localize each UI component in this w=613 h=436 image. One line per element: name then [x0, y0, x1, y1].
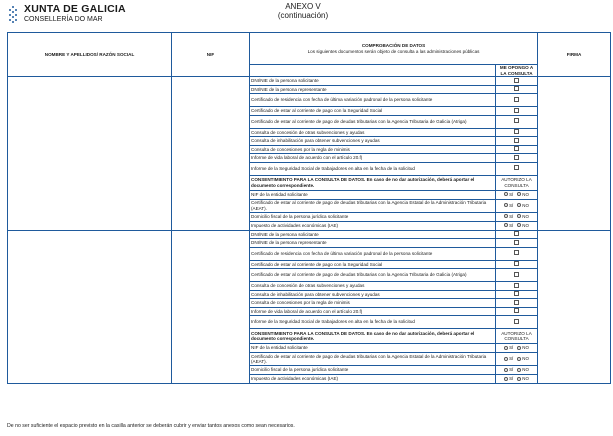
yes-label: SÍ [509, 202, 514, 208]
oppose-checkbox-cell[interactable] [496, 154, 538, 163]
no-option[interactable] [517, 192, 529, 197]
no-label: NO [522, 376, 529, 382]
oppose-checkbox-cell[interactable] [496, 307, 538, 316]
applicant-name-cell[interactable] [8, 77, 172, 231]
oppose-checkbox[interactable] [514, 165, 519, 170]
oppose-checkbox[interactable] [514, 138, 519, 143]
yes-option[interactable] [504, 203, 513, 208]
yes-no-options [496, 366, 538, 375]
consent-table-body [8, 33, 611, 384]
xunta-coat-of-arms-icon [7, 4, 19, 24]
oppose-checkbox-cell[interactable] [496, 239, 538, 248]
annex-title: ANEXO V [285, 2, 321, 11]
consult-item-label: Consulta de concesión de otras subvenciones y ayudas [250, 128, 496, 137]
oppose-checkbox-cell[interactable] [496, 107, 538, 116]
no-radio[interactable] [517, 203, 521, 207]
consult-item-label: Informe de vida laboral de acuerdo con el artículo 20.f) [250, 154, 496, 163]
oppose-checkbox-cell[interactable] [496, 316, 538, 329]
oppose-checkbox[interactable] [514, 291, 519, 296]
no-radio[interactable] [517, 377, 521, 381]
yes-no-options [496, 353, 538, 366]
consult-item-label: DNI/NIE de la persona representante [250, 239, 496, 248]
oppose-checkbox[interactable] [514, 261, 519, 266]
consent-heading: CONSENTIMIENTO PARA LA CONSULTA DE DATOS. En caso de no dar autorización, deberá aportar el documento correspondiente. [250, 329, 496, 344]
consult-item-label: Certificado de estar al corriente de pago con la Seguridad Social [250, 260, 496, 269]
consult-item-label: Consulta de concesiones por la regla de minimis [250, 145, 496, 154]
oppose-checkbox[interactable] [514, 78, 519, 83]
oppose-checkbox[interactable] [514, 240, 519, 245]
consult-item-label: Informe de vida laboral de acuerdo con el artículo 20.f) [250, 307, 496, 316]
yes-option[interactable] [504, 367, 513, 372]
no-radio[interactable] [517, 192, 521, 196]
oppose-checkbox[interactable] [514, 308, 519, 313]
yes-option[interactable] [504, 223, 513, 228]
no-option[interactable] [517, 223, 529, 228]
consult-item-label: Certificado de residencia con fecha de última variación padronal de la persona solicitante [250, 94, 496, 107]
yes-label: SÍ [509, 191, 514, 197]
yes-radio[interactable] [504, 214, 508, 218]
footer-note: De no ser suficiente el espacio previsto en la casilla anterior se deberán cubrir y enviar tantos anexos como sean necesarios. [7, 423, 295, 429]
col-header-check-blank [250, 65, 496, 77]
oppose-checkbox-cell[interactable] [496, 290, 538, 299]
table-row [8, 77, 611, 86]
no-option[interactable] [517, 203, 529, 208]
oppose-checkbox-cell[interactable] [496, 94, 538, 107]
yes-no-options [496, 190, 538, 199]
no-option[interactable] [517, 345, 529, 350]
consent-item-label: NIF de la entidad solicitante [250, 190, 496, 199]
oppose-checkbox-cell[interactable] [496, 299, 538, 308]
no-option[interactable] [517, 367, 529, 372]
consult-item-label: Informe de la Seguridad Social de trabajadores en alta en la fecha de la solicitud [250, 316, 496, 329]
consult-item-label: Certificado de estar al corriente de pago con la Seguridad Social [250, 107, 496, 116]
col-header-check-title: COMPROBACIÓN DE DATOS [361, 43, 426, 49]
consult-item-label: Consulta de inhabilitación para obtener subvenciones y ayudas [250, 137, 496, 146]
yes-radio[interactable] [504, 203, 508, 207]
yes-option[interactable] [504, 192, 513, 197]
signature-cell[interactable] [538, 230, 611, 384]
department-name: CONSELLERÍA DO MAR [24, 16, 103, 23]
no-radio[interactable] [517, 357, 521, 361]
oppose-checkbox[interactable] [514, 118, 519, 123]
oppose-checkbox[interactable] [514, 283, 519, 288]
no-option[interactable] [517, 214, 529, 219]
consult-item-label: Certificado de estar al corriente de pago de deudas tributarias con la Agencia Tributaria de Galicia (Atriga) [250, 269, 496, 282]
no-label: NO [522, 222, 529, 228]
oppose-checkbox[interactable] [514, 129, 519, 134]
no-radio[interactable] [517, 368, 521, 372]
yes-radio[interactable] [504, 192, 508, 196]
consult-item-label: DNI/NIE de la persona solicitante [250, 230, 496, 239]
yes-radio[interactable] [504, 377, 508, 381]
consent-item-label: Impuesto de actividades económicas (IAE) [250, 375, 496, 384]
authorize-label: AUTORIZO LA CONSULTA [496, 329, 538, 344]
oppose-checkbox[interactable] [514, 97, 519, 102]
col-header-name: NOMBRE Y APELLIDOS/ RAZÓN SOCIAL [8, 33, 172, 77]
consent-item-label: Impuesto de actividades económicas (IAE) [250, 221, 496, 230]
oppose-checkbox[interactable] [514, 319, 519, 324]
col-header-oppose: ME OPONGO A LA CONSULTA [496, 65, 538, 77]
oppose-checkbox-cell[interactable] [496, 230, 538, 239]
oppose-checkbox[interactable] [514, 250, 519, 255]
no-option[interactable] [517, 376, 529, 381]
consult-item-label: Consulta de concesión de otras subvenciones y ayudas [250, 282, 496, 291]
oppose-checkbox-cell[interactable] [496, 282, 538, 291]
oppose-checkbox-cell[interactable] [496, 145, 538, 154]
col-header-sign: FIRMA [538, 33, 611, 77]
yes-label: SÍ [509, 356, 514, 362]
yes-no-options [496, 375, 538, 384]
oppose-checkbox-cell[interactable] [496, 162, 538, 175]
oppose-checkbox[interactable] [514, 146, 519, 151]
document-header [0, 0, 613, 30]
no-label: NO [522, 213, 529, 219]
yes-label: SÍ [509, 367, 514, 373]
annex-subtitle: (continuación) [277, 11, 329, 20]
yes-no-options [496, 221, 538, 230]
consent-item-label: Domicilio fiscal de la persona jurídica solicitante [250, 366, 496, 375]
consent-item-label: NIF de la entidad solicitante [250, 344, 496, 353]
table-header-row [8, 33, 611, 65]
oppose-checkbox[interactable] [514, 231, 519, 236]
oppose-checkbox-cell[interactable] [496, 137, 538, 146]
consent-heading: CONSENTIMIENTO PARA LA CONSULTA DE DATOS. En caso de no dar autorización, deberá aportar el documento correspondiente. [250, 175, 496, 190]
yes-radio[interactable] [504, 368, 508, 372]
annex-title-block [258, 2, 348, 20]
oppose-checkbox-cell[interactable] [496, 115, 538, 128]
yes-label: SÍ [509, 345, 514, 351]
applicant-nif-cell[interactable] [172, 77, 250, 231]
oppose-checkbox-cell[interactable] [496, 85, 538, 94]
yes-option[interactable] [504, 214, 513, 219]
yes-no-options [496, 344, 538, 353]
no-label: NO [522, 356, 529, 362]
oppose-checkbox[interactable] [514, 300, 519, 305]
applicant-nif-cell[interactable] [172, 230, 250, 384]
no-option[interactable] [517, 356, 529, 361]
yes-radio[interactable] [504, 346, 508, 350]
consult-item-label: Certificado de estar al corriente de pago de deudas tributarias con la Agencia Tributaria de Galicia (Atriga) [250, 115, 496, 128]
consult-item-label: Consulta de concesiones por la regla de minimis [250, 299, 496, 308]
signature-cell[interactable] [538, 77, 611, 231]
oppose-checkbox[interactable] [514, 108, 519, 113]
org-name: XUNTA DE GALICIA [24, 3, 126, 15]
consent-item-label: Certificado de estar al corriente de pago de deudas tributarias con la Agencia Estatal de la Administración Tributaria (AEAT). [250, 353, 496, 366]
yes-no-options [496, 199, 538, 212]
authorize-label: AUTORIZO LA CONSULTA [496, 175, 538, 190]
oppose-checkbox-cell[interactable] [496, 260, 538, 269]
yes-option[interactable] [504, 376, 513, 381]
table-row [8, 230, 611, 239]
oppose-checkbox-cell[interactable] [496, 128, 538, 137]
yes-option[interactable] [504, 345, 513, 350]
consent-table [7, 32, 611, 384]
col-header-check-desc: Los siguientes documentos serán objeto de consulta a las administraciones públicas [307, 48, 480, 54]
consult-item-label: Certificado de residencia con fecha de última variación padronal de la persona solicitante [250, 247, 496, 260]
col-header-check [250, 33, 538, 65]
consult-item-label: DNI/NIE de la persona representante [250, 85, 496, 94]
yes-label: SÍ [509, 213, 514, 219]
oppose-checkbox[interactable] [514, 86, 519, 91]
no-radio[interactable] [517, 346, 521, 350]
no-label: NO [522, 202, 529, 208]
no-label: NO [522, 367, 529, 373]
oppose-checkbox-cell[interactable] [496, 269, 538, 282]
yes-option[interactable] [504, 356, 513, 361]
consent-item-label: Domicilio fiscal de la persona jurídica solicitante [250, 212, 496, 221]
oppose-checkbox-cell[interactable] [496, 77, 538, 86]
oppose-checkbox-cell[interactable] [496, 247, 538, 260]
oppose-checkbox[interactable] [514, 272, 519, 277]
no-radio[interactable] [517, 223, 521, 227]
col-header-nif: NIF [172, 33, 250, 77]
yes-no-options [496, 212, 538, 221]
applicant-name-cell[interactable] [8, 230, 172, 384]
consult-item-label: Informe de la Seguridad Social de trabajadores en alta en la fecha de la solicitud [250, 162, 496, 175]
consult-item-label: DNI/NIE de la persona solicitante [250, 77, 496, 86]
consent-item-label: Certificado de estar al corriente de pago de deudas tributarias con la Agencia Estatal de la Administración Tributaria (AEAT). [250, 199, 496, 212]
yes-radio[interactable] [504, 357, 508, 361]
consult-item-label: Consulta de inhabilitación para obtener subvenciones y ayudas [250, 290, 496, 299]
yes-label: SÍ [509, 376, 514, 382]
yes-label: SÍ [509, 222, 514, 228]
yes-radio[interactable] [504, 223, 508, 227]
no-radio[interactable] [517, 214, 521, 218]
no-label: NO [522, 191, 529, 197]
no-label: NO [522, 345, 529, 351]
oppose-checkbox[interactable] [514, 155, 519, 160]
